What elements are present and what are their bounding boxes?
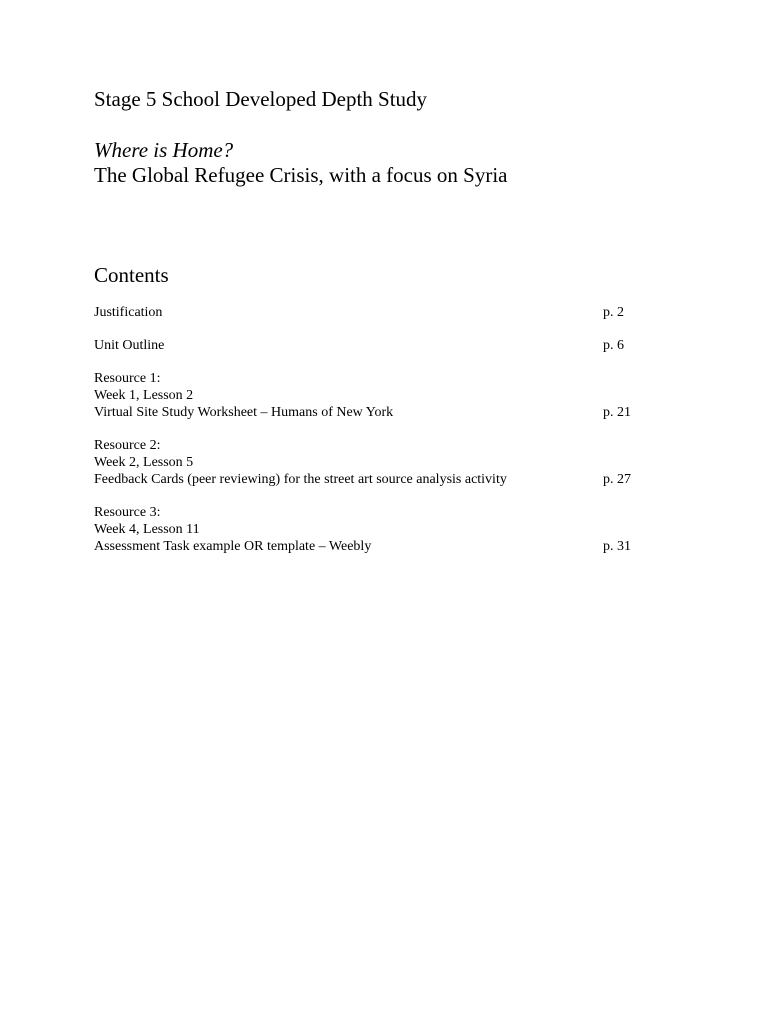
toc-page-number: p. 2	[603, 305, 624, 320]
toc-entry-title: Feedback Cards (peer reviewing) for the street art source analysis activity	[94, 472, 507, 487]
document-subtitle: The Global Refugee Crisis, with a focus on Syria	[94, 163, 508, 187]
toc-entry-resource-label: Resource 2:	[94, 438, 161, 453]
toc-page-number: p. 6	[603, 338, 624, 353]
toc-page-number: p. 21	[603, 405, 631, 420]
contents-heading: Contents	[94, 263, 169, 287]
toc-entry-title: Justification	[94, 305, 163, 320]
toc-entry-resource-label: Resource 1:	[94, 371, 161, 386]
toc-entry-unit-outline	[94, 337, 654, 354]
toc-entry-justification	[94, 304, 654, 321]
toc-entry-lesson: Week 2, Lesson 5	[94, 455, 194, 470]
toc-entry-resource-3	[94, 504, 654, 555]
toc-entry-title: Virtual Site Study Worksheet – Humans of New York	[94, 405, 394, 420]
table-of-contents	[94, 304, 654, 571]
toc-entry-resource-label: Resource 3:	[94, 505, 161, 520]
toc-entry-title: Unit Outline	[94, 338, 165, 353]
toc-entry-title: Assessment Task example OR template – Weebly	[94, 539, 372, 554]
toc-page-number: p. 31	[603, 539, 631, 554]
toc-entry-lesson: Week 1, Lesson 2	[94, 388, 194, 403]
toc-entry-lesson: Week 4, Lesson 11	[94, 522, 200, 537]
document-subtitle-italic: Where is Home?	[94, 138, 234, 162]
toc-entry-resource-2	[94, 437, 654, 488]
toc-page-number: p. 27	[603, 472, 631, 487]
document-heading: Stage 5 School Developed Depth Study	[94, 87, 428, 111]
toc-entry-resource-1	[94, 370, 654, 421]
